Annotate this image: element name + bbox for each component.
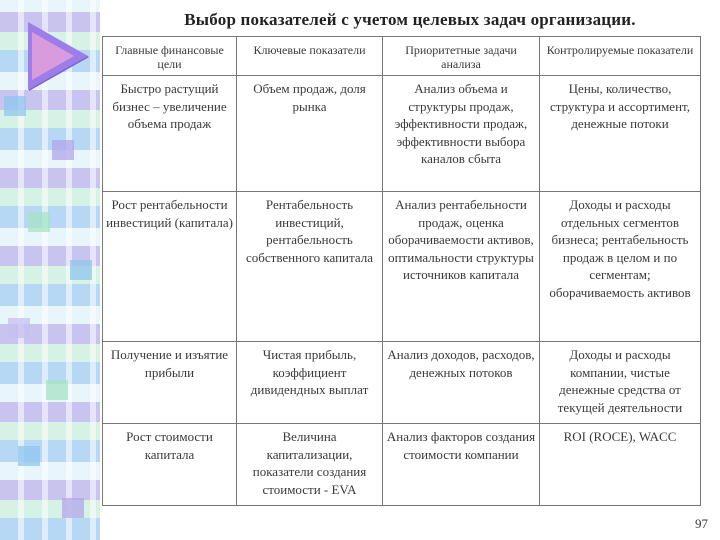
table-cell: Анализ факторов создания стоимости компании xyxy=(383,424,540,506)
table-cell: Доходы и расходы отдельных сегментов бизнеса; рентабельность продаж в целом и по сегментам; оборачиваемость активов xyxy=(540,192,701,342)
table-cell: Получение и изъятие прибыли xyxy=(103,342,237,424)
decor-tile xyxy=(46,380,68,400)
decor-tile xyxy=(8,318,30,338)
header-key-indicators: Ключевые показатели xyxy=(237,37,383,76)
header-controlled-indicators: Контролируемые показатели xyxy=(540,37,701,76)
decor-tile xyxy=(4,96,26,116)
header-main-financial-goals: Главные финансовые цели xyxy=(103,37,237,76)
decor-tile xyxy=(28,212,50,232)
table-cell: Анализ рентабельности продаж, оценка оборачиваемости активов, оптимальности структуры источников капитала xyxy=(383,192,540,342)
table-cell: Величина капитализации, показатели создания стоимости - EVA xyxy=(237,424,383,506)
page-title: Выбор показателей с учетом целевых задач организации. xyxy=(184,10,636,29)
table-row xyxy=(103,76,701,192)
table-cell: Чистая прибыль, коэффициент дивидендных выплат xyxy=(237,342,383,424)
table-cell: Рост рентабельности инвестиций (капитала) xyxy=(103,192,237,342)
table-cell: Доходы и расходы компании, чистые денежные средства от текущей деятельности xyxy=(540,342,701,424)
table-cell: Объем продаж, доля рынка xyxy=(237,76,383,192)
table-cell: Быстро растущий бизнес – увеличение объема продаж xyxy=(103,76,237,192)
decor-tile xyxy=(62,498,84,518)
page-number: 97 xyxy=(695,516,708,531)
table-cell: ROI (ROCE), WACC xyxy=(540,424,701,506)
table-cell: Рентабельность инвестиций, рентабельность собственного капитала xyxy=(237,192,383,342)
indicators-table xyxy=(102,36,701,506)
table-cell: Цены, количество, структура и ассортимент, денежные потоки xyxy=(540,76,701,192)
decor-tile xyxy=(18,446,40,466)
table-row xyxy=(103,342,701,424)
table-cell: Анализ доходов, расходов, денежных потоков xyxy=(383,342,540,424)
header-priority-analysis-tasks: Приоритетные задачи анализа xyxy=(383,37,540,76)
table-row xyxy=(103,192,701,342)
decor-tile xyxy=(52,140,74,160)
table-cell: Рост стоимости капитала xyxy=(103,424,237,506)
table-cell: Анализ объема и структуры продаж, эффективности продаж, эффективности выбора каналов сбыта xyxy=(383,76,540,192)
decor-tile xyxy=(70,260,92,280)
triangle-highlight xyxy=(32,32,74,80)
left-decorative-pattern xyxy=(0,0,100,540)
table-header-row xyxy=(103,37,701,76)
table-row xyxy=(103,424,701,506)
